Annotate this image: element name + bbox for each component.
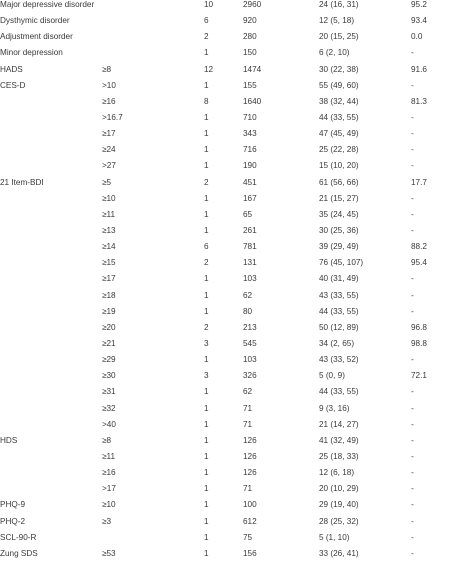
heterogeneity-cell: 91.6 — [411, 64, 427, 74]
studies-cell: 1 — [204, 355, 209, 365]
heterogeneity-cell: - — [411, 387, 414, 397]
measure-cell: Major depressive disorder — [0, 0, 95, 9]
cutoff-cell: ≥16 — [102, 96, 116, 106]
patients-cell: 126 — [243, 468, 257, 478]
cutoff-cell: ≥30 — [102, 371, 116, 381]
patients-cell: 126 — [243, 435, 257, 445]
prevalence-cell: 20 (10, 29) — [319, 484, 359, 494]
table-row — [0, 45, 474, 61]
studies-cell: 1 — [204, 516, 209, 526]
studies-cell: 1 — [204, 306, 209, 316]
cutoff-cell: >10 — [102, 80, 116, 90]
studies-cell: 1 — [204, 48, 209, 58]
heterogeneity-cell: - — [411, 451, 414, 461]
table-row — [0, 158, 474, 174]
studies-cell: 1 — [204, 161, 209, 171]
cutoff-cell: ≥5 — [102, 177, 112, 187]
table-row — [0, 239, 474, 255]
cutoff-cell: ≥29 — [102, 355, 116, 365]
heterogeneity-cell: 81.3 — [411, 96, 427, 106]
prevalence-cell: 34 (2, 65) — [319, 338, 355, 348]
cutoff-cell: ≥10 — [102, 193, 116, 203]
studies-cell: 1 — [204, 209, 209, 219]
heterogeneity-cell: - — [411, 209, 414, 219]
patients-cell: 150 — [243, 48, 257, 58]
table-row — [0, 384, 474, 400]
patients-cell: 343 — [243, 129, 257, 139]
prevalence-cell: 47 (45, 49) — [319, 129, 359, 139]
heterogeneity-cell: - — [411, 435, 414, 445]
prevalence-cell: 25 (22, 28) — [319, 145, 359, 155]
studies-cell: 3 — [204, 338, 209, 348]
patients-cell: 71 — [243, 403, 253, 413]
heterogeneity-cell: - — [411, 419, 414, 429]
heterogeneity-cell: - — [411, 484, 414, 494]
table-row — [0, 514, 474, 530]
heterogeneity-cell: 88.2 — [411, 242, 427, 252]
heterogeneity-cell: - — [411, 129, 414, 139]
patients-cell: 545 — [243, 338, 257, 348]
studies-cell: 1 — [204, 290, 209, 300]
prevalence-cell: 24 (16, 31) — [319, 0, 359, 9]
patients-cell: 126 — [243, 451, 257, 461]
table-row — [0, 271, 474, 287]
cutoff-cell: ≥20 — [102, 322, 116, 332]
table-row — [0, 530, 474, 546]
cutoff-cell: ≥8 — [102, 435, 112, 445]
table-row — [0, 546, 474, 562]
studies-cell: 1 — [204, 80, 209, 90]
heterogeneity-cell: 95.4 — [411, 258, 427, 268]
patients-cell: 100 — [243, 500, 257, 510]
prevalence-cell: 61 (56, 66) — [319, 177, 359, 187]
table-row — [0, 288, 474, 304]
patients-cell: 62 — [243, 290, 253, 300]
heterogeneity-cell: - — [411, 193, 414, 203]
table-row — [0, 62, 474, 78]
measure-cell: PHQ-2 — [0, 516, 26, 526]
studies-cell: 2 — [204, 177, 209, 187]
cutoff-cell: ≥3 — [102, 516, 112, 526]
prevalence-cell: 15 (10, 20) — [319, 161, 359, 171]
studies-cell: 1 — [204, 548, 209, 558]
studies-cell: 1 — [204, 435, 209, 445]
cutoff-cell: ≥14 — [102, 242, 116, 252]
studies-cell: 3 — [204, 371, 209, 381]
cutoff-cell: ≥19 — [102, 306, 116, 316]
patients-cell: 1640 — [243, 96, 262, 106]
patients-cell: 71 — [243, 484, 253, 494]
patients-cell: 65 — [243, 209, 253, 219]
prevalence-cell: 43 (33, 52) — [319, 355, 359, 365]
table-row — [0, 78, 474, 94]
prevalence-cell: 50 (12, 89) — [319, 322, 359, 332]
measure-cell: SCL-90-R — [0, 532, 37, 542]
patients-cell: 62 — [243, 387, 253, 397]
measure-cell: 21 Item-BDI — [0, 177, 44, 187]
prevalence-cell: 28 (25, 32) — [319, 516, 359, 526]
prevalence-cell: 29 (19, 40) — [319, 500, 359, 510]
patients-cell: 167 — [243, 193, 257, 203]
table-row — [0, 13, 474, 29]
patients-cell: 1474 — [243, 64, 262, 74]
table-row — [0, 223, 474, 239]
studies-cell: 10 — [204, 0, 214, 9]
prevalence-cell: 76 (45, 107) — [319, 258, 364, 268]
patients-cell: 190 — [243, 161, 257, 171]
patients-cell: 80 — [243, 306, 253, 316]
cutoff-cell: ≥24 — [102, 145, 116, 155]
studies-cell: 1 — [204, 274, 209, 284]
patients-cell: 103 — [243, 274, 257, 284]
heterogeneity-cell: - — [411, 80, 414, 90]
table-row — [0, 29, 474, 45]
patients-cell: 103 — [243, 355, 257, 365]
prevalence-cell: 44 (33, 55) — [319, 387, 359, 397]
cutoff-cell: ≥53 — [102, 548, 116, 558]
table-row — [0, 191, 474, 207]
studies-cell: 1 — [204, 112, 209, 122]
cutoff-cell: ≥16 — [102, 468, 116, 478]
studies-cell: 1 — [204, 193, 209, 203]
heterogeneity-cell: - — [411, 355, 414, 365]
patients-cell: 131 — [243, 258, 257, 268]
cutoff-cell: ≥11 — [102, 209, 115, 219]
table-row — [0, 304, 474, 320]
heterogeneity-cell: - — [411, 161, 414, 171]
prevalence-cell: 39 (29, 49) — [319, 242, 359, 252]
table-row — [0, 352, 474, 368]
prevalence-cell: 44 (33, 55) — [319, 112, 359, 122]
studies-cell: 1 — [204, 387, 209, 397]
studies-cell: 8 — [204, 96, 209, 106]
measure-cell: HADS — [0, 64, 23, 74]
studies-cell: 1 — [204, 403, 209, 413]
studies-cell: 1 — [204, 468, 209, 478]
patients-cell: 2960 — [243, 0, 262, 9]
prevalence-cell: 5 (0, 9) — [319, 371, 345, 381]
prevalence-cell: 41 (32, 49) — [319, 435, 359, 445]
measure-cell: HDS — [0, 435, 18, 445]
cutoff-cell: ≥15 — [102, 258, 116, 268]
table-row — [0, 368, 474, 384]
studies-cell: 1 — [204, 484, 209, 494]
table-row — [0, 94, 474, 110]
studies-cell: 1 — [204, 225, 209, 235]
measure-cell: PHQ-9 — [0, 500, 26, 510]
heterogeneity-cell: 72.1 — [411, 371, 427, 381]
cutoff-cell: >40 — [102, 419, 116, 429]
studies-cell: 1 — [204, 451, 209, 461]
table-row — [0, 175, 474, 191]
table-row — [0, 0, 474, 13]
prevalence-cell: 21 (15, 27) — [319, 193, 359, 203]
table-row — [0, 417, 474, 433]
patients-cell: 326 — [243, 371, 257, 381]
prevalence-cell: 30 (25, 36) — [319, 225, 359, 235]
studies-cell: 1 — [204, 500, 209, 510]
table-row — [0, 110, 474, 126]
prevalence-cell: 33 (26, 41) — [319, 548, 359, 558]
studies-cell: 2 — [204, 322, 209, 332]
table-row — [0, 320, 474, 336]
heterogeneity-cell: - — [411, 225, 414, 235]
prevalence-cell: 12 (5, 18) — [319, 16, 355, 26]
prevalence-cell: 20 (15, 25) — [319, 32, 359, 42]
heterogeneity-cell: - — [411, 48, 414, 58]
studies-cell: 2 — [204, 32, 209, 42]
cutoff-cell: ≥8 — [102, 64, 112, 74]
prevalence-cell: 35 (24, 45) — [319, 209, 359, 219]
patients-cell: 156 — [243, 548, 257, 558]
heterogeneity-cell: 0.0 — [411, 32, 423, 42]
prevalence-cell: 5 (1, 10) — [319, 532, 350, 542]
patients-cell: 710 — [243, 112, 257, 122]
patients-cell: 451 — [243, 177, 257, 187]
measure-cell: CES-D — [0, 80, 26, 90]
measure-cell: Dysthymic disorder — [0, 16, 70, 26]
heterogeneity-cell: - — [411, 274, 414, 284]
patients-cell: 213 — [243, 322, 257, 332]
table-row — [0, 465, 474, 481]
studies-cell: 1 — [204, 129, 209, 139]
prevalence-cell: 6 (2, 10) — [319, 48, 350, 58]
cutoff-cell: ≥11 — [102, 451, 115, 461]
prevalence-cell: 25 (18, 33) — [319, 451, 359, 461]
heterogeneity-cell: - — [411, 306, 414, 316]
heterogeneity-cell: - — [411, 145, 414, 155]
studies-cell: 1 — [204, 532, 209, 542]
prevalence-cell: 12 (6, 18) — [319, 468, 355, 478]
heterogeneity-cell: - — [411, 516, 414, 526]
studies-cell: 1 — [204, 145, 209, 155]
patients-cell: 612 — [243, 516, 257, 526]
table-row — [0, 255, 474, 271]
cutoff-cell: ≥10 — [102, 500, 116, 510]
heterogeneity-cell: - — [411, 290, 414, 300]
table-row — [0, 126, 474, 142]
heterogeneity-cell: - — [411, 500, 414, 510]
heterogeneity-cell: - — [411, 548, 414, 558]
cutoff-cell: >16.7 — [102, 112, 123, 122]
prevalence-cell: 55 (49, 60) — [319, 80, 359, 90]
heterogeneity-cell: 17.7 — [411, 177, 427, 187]
cutoff-cell: >17 — [102, 484, 116, 494]
patients-cell: 71 — [243, 419, 253, 429]
patients-cell: 261 — [243, 225, 257, 235]
studies-cell: 12 — [204, 64, 214, 74]
table-row — [0, 433, 474, 449]
table-row — [0, 336, 474, 352]
table-row — [0, 449, 474, 465]
studies-cell: 6 — [204, 242, 209, 252]
heterogeneity-cell: - — [411, 532, 414, 542]
table-row — [0, 401, 474, 417]
cutoff-cell: ≥32 — [102, 403, 116, 413]
patients-cell: 75 — [243, 532, 253, 542]
studies-cell: 1 — [204, 419, 209, 429]
heterogeneity-cell: - — [411, 112, 414, 122]
studies-cell: 6 — [204, 16, 209, 26]
prevalence-cell: 43 (33, 55) — [319, 290, 359, 300]
prevalence-cell: 40 (31, 49) — [319, 274, 359, 284]
heterogeneity-cell: - — [411, 403, 414, 413]
table-row — [0, 207, 474, 223]
heterogeneity-cell: 98.8 — [411, 338, 427, 348]
table-row — [0, 481, 474, 497]
heterogeneity-cell: 93.4 — [411, 16, 427, 26]
cutoff-cell: >27 — [102, 161, 116, 171]
prevalence-cell: 38 (32, 44) — [319, 96, 359, 106]
heterogeneity-cell: 96.8 — [411, 322, 427, 332]
studies-cell: 2 — [204, 258, 209, 268]
cutoff-cell: ≥17 — [102, 129, 116, 139]
cutoff-cell: ≥18 — [102, 290, 116, 300]
prevalence-cell: 30 (22, 38) — [319, 64, 359, 74]
heterogeneity-cell: 95.2 — [411, 0, 427, 9]
table-row — [0, 497, 474, 513]
patients-cell: 155 — [243, 80, 257, 90]
cutoff-cell: ≥21 — [102, 338, 116, 348]
measure-cell: Minor depression — [0, 48, 63, 58]
patients-cell: 716 — [243, 145, 257, 155]
heterogeneity-cell: - — [411, 468, 414, 478]
cutoff-cell: ≥13 — [102, 225, 116, 235]
patients-cell: 920 — [243, 16, 257, 26]
measure-cell: Adjustment disorder — [0, 32, 73, 42]
table-row — [0, 142, 474, 158]
cutoff-cell: ≥17 — [102, 274, 116, 284]
measure-cell: Zung SDS — [0, 548, 38, 558]
prevalence-cell: 21 (14, 27) — [319, 419, 359, 429]
cutoff-cell: ≥31 — [102, 387, 116, 397]
prevalence-cell: 44 (33, 55) — [319, 306, 359, 316]
patients-cell: 781 — [243, 242, 257, 252]
patients-cell: 280 — [243, 32, 257, 42]
prevalence-cell: 9 (3, 16) — [319, 403, 350, 413]
